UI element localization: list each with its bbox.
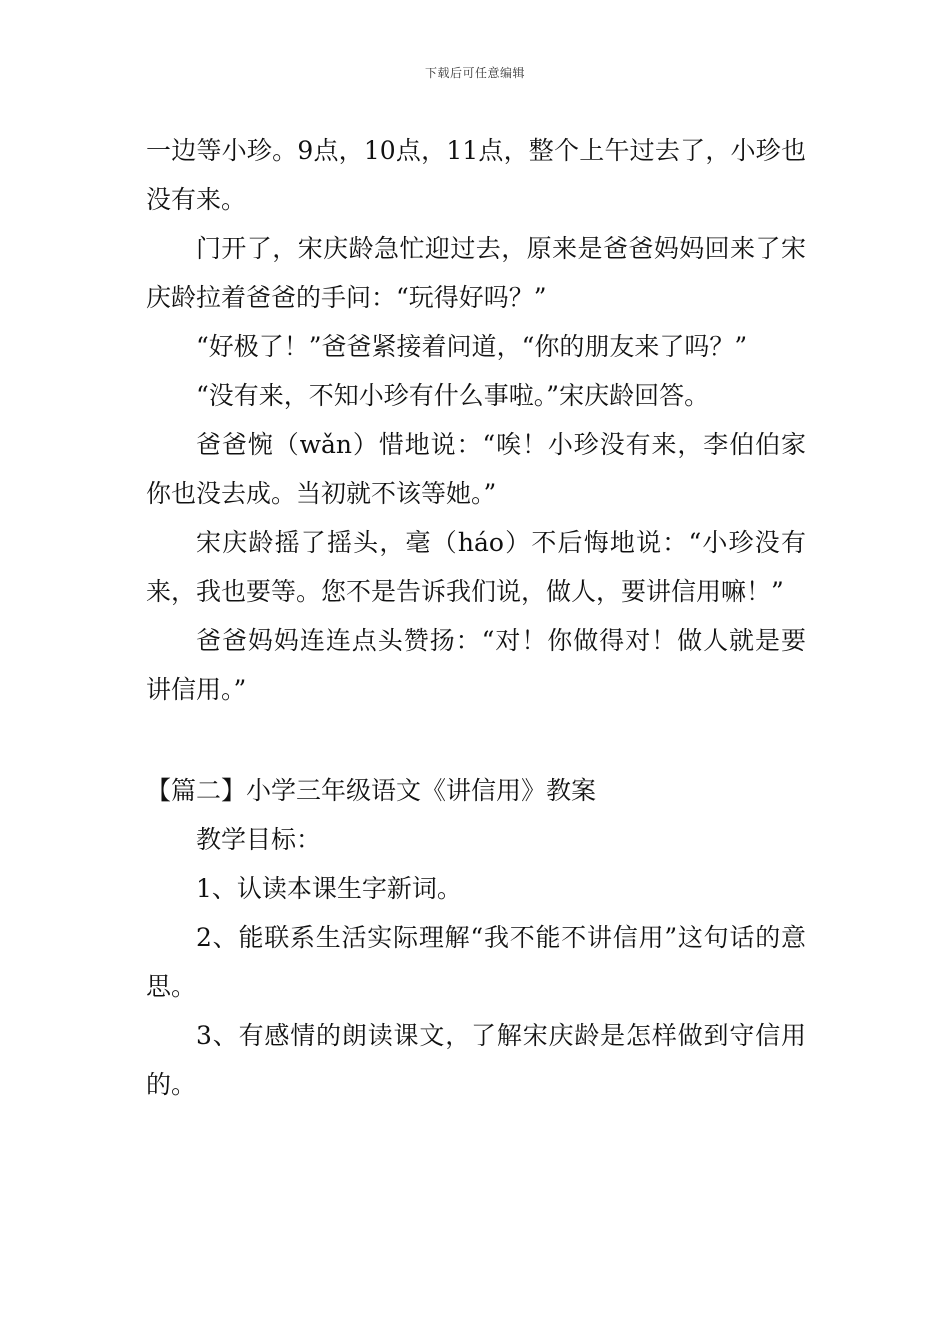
document-body — [146, 126, 806, 1109]
objective-item: 2、能联系生活实际理解“我不能不讲信用”这句话的意思。 — [146, 923, 806, 1001]
body-paragraph: 宋庆龄摇了摇头，毫（háo）不后悔地说：“小珍没有来，我也要等。您不是告诉我们说，做人，要讲信用嘛！” — [146, 528, 806, 606]
page-header: 下载后可任意编辑 — [424, 66, 525, 80]
objectives-label: 教学目标： — [196, 825, 322, 854]
objective-item: 3、有感情的朗读课文，了解宋庆龄是怎样做到守信用的。 — [146, 1021, 806, 1099]
body-paragraph: “没有来，不知小珍有什么事啦。”宋庆龄回答。 — [196, 381, 710, 410]
body-paragraph: 爸爸惋（wǎn）惜地说：“唉！小珍没有来，李伯伯家你也没去成。当初就不该等她。” — [146, 430, 806, 508]
body-paragraph: 爸爸妈妈连连点头赞扬：“对！你做得对！做人就是要讲信用。” — [146, 626, 806, 704]
body-paragraph: 一边等小珍。9点，10点，11点，整个上午过去了，小珍也没有来。 — [146, 136, 806, 214]
body-paragraph: “好极了！”爸爸紧接着问道，“你的朋友来了吗？” — [196, 332, 748, 361]
objective-item: 1、认读本课生字新词。 — [196, 874, 462, 903]
section-heading: 【篇二】小学三年级语文《讲信用》教案 — [146, 776, 597, 805]
body-paragraph: 门开了，宋庆龄急忙迎过去，原来是爸爸妈妈回来了宋庆龄拉着爸爸的手问：“玩得好吗？” — [146, 234, 806, 312]
